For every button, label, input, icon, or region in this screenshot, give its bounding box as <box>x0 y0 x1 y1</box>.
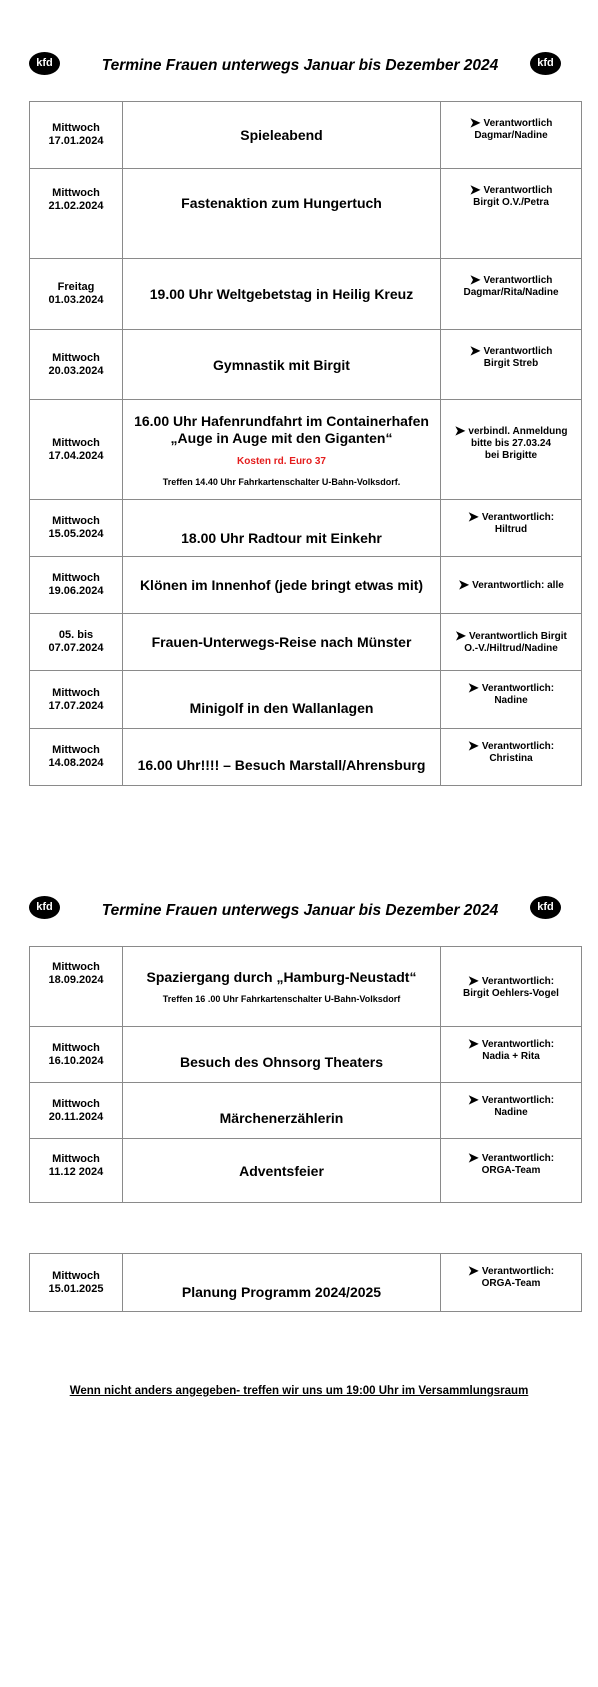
event-cell: Klönen im Innenhof (jede bringt etwas mit) <box>123 557 441 614</box>
arrow-icon: ➤ <box>467 680 479 695</box>
responsible-cell: ➤ Verantwortlich: ORGA-Team <box>441 1139 582 1203</box>
date-cell: Mittwoch 14.08.2024 <box>30 729 123 786</box>
date-cell: Mittwoch 21.02.2024 <box>30 169 123 259</box>
responsible-cell: ➤ Verantwortlich Dagmar/Nadine <box>441 102 582 169</box>
event-subtitle: „Auge in Auge mit den Giganten“ <box>170 429 393 446</box>
event-cell <box>123 400 441 500</box>
footer-note: Wenn nicht anders angegeben- treffen wir uns um 19:00 Uhr im Versammlungsraum <box>69 1385 529 1397</box>
arrow-icon: ➤ <box>458 577 470 592</box>
table-row <box>30 729 582 786</box>
event-cell: Planung Programm 2024/2025 <box>123 1254 441 1312</box>
date-cell: Mittwoch 17.04.2024 <box>30 400 123 500</box>
arrow-icon: ➤ <box>467 509 479 524</box>
date-cell: Mittwoch 15.01.2025 <box>30 1254 123 1312</box>
event-cell: Spieleabend <box>123 102 441 169</box>
arrow-icon: ➤ <box>467 738 479 753</box>
arrow-icon: ➤ <box>467 1036 479 1051</box>
event-title: 16.00 Uhr Hafenrundfahrt im Containerhafen <box>134 412 429 429</box>
table-row <box>30 1083 582 1139</box>
kfd-logo: kfd <box>530 896 561 919</box>
kfd-logo: kfd <box>530 52 561 75</box>
table-row <box>30 671 582 729</box>
responsible-cell: ➤ Verantwortlich Birgit O.V./Petra <box>441 169 582 259</box>
responsible-cell: ➤ Verantwortlich Birgit Streb <box>441 330 582 400</box>
arrow-icon: ➤ <box>469 272 481 287</box>
responsible-cell: ➤ Verantwortlich: Nadia + Rita <box>441 1027 582 1083</box>
event-cell <box>123 947 441 1027</box>
arrow-icon: ➤ <box>467 1092 479 1107</box>
event-cell: Frauen-Unterwegs-Reise nach Münster <box>123 614 441 671</box>
event-cell: Fastenaktion zum Hungertuch <box>123 169 441 259</box>
responsible-cell: ➤ Verantwortlich: Birgit Oehlers-Vogel <box>441 947 582 1027</box>
date-cell: Mittwoch 15.05.2024 <box>30 500 123 557</box>
arrow-icon: ➤ <box>469 343 481 358</box>
event-cell: Gymnastik mit Birgit <box>123 330 441 400</box>
date-cell: Mittwoch 20.03.2024 <box>30 330 123 400</box>
date-cell: Mittwoch 18.09.2024 <box>30 947 123 1027</box>
date-cell: Mittwoch 20.11.2024 <box>30 1083 123 1139</box>
date-cell: 05. bis 07.07.2024 <box>30 614 123 671</box>
event-cell: Besuch des Ohnsorg Theaters <box>123 1027 441 1083</box>
responsible-cell: ➤ Verantwortlich: Hiltrud <box>441 500 582 557</box>
date-cell: Mittwoch 16.10.2024 <box>30 1027 123 1083</box>
event-cell: Adventsfeier <box>123 1139 441 1203</box>
arrow-icon: ➤ <box>454 423 466 438</box>
arrow-icon: ➤ <box>469 115 481 130</box>
meeting-note: Treffen 14.40 Uhr Fahrkartenschalter U-Bahn-Volksdorf. <box>162 476 401 487</box>
date-cell: Mittwoch 17.01.2024 <box>30 102 123 169</box>
event-cell: 19.00 Uhr Weltgebetstag in Heilig Kreuz <box>123 259 441 330</box>
arrow-icon: ➤ <box>467 1263 479 1278</box>
arrow-icon: ➤ <box>469 182 481 197</box>
table-row <box>30 1254 582 1312</box>
date-cell: Mittwoch 17.07.2024 <box>30 671 123 729</box>
table-row <box>30 169 582 259</box>
responsible-cell: ➤ Verantwortlich: Nadine <box>441 671 582 729</box>
responsible-cell: ➤ Verantwortlich: alle <box>441 557 582 614</box>
date-cell: Mittwoch 11.12 2024 <box>30 1139 123 1203</box>
table-row <box>30 330 582 400</box>
event-cell: Märchenerzählerin <box>123 1083 441 1139</box>
responsible-cell: ➤ Verantwortlich: Nadine <box>441 1083 582 1139</box>
date-cell: Mittwoch 19.06.2024 <box>30 557 123 614</box>
cost-note: Kosten rd. Euro 37 <box>237 455 326 467</box>
arrow-icon: ➤ <box>467 1150 479 1165</box>
table-row <box>30 500 582 557</box>
table-row <box>30 614 582 671</box>
responsible-cell: ➤ Verantwortlich: ORGA-Team <box>441 1254 582 1312</box>
page-title: Termine Frauen unterwegs Januar bis Dezember 2024 <box>101 57 499 74</box>
arrow-icon: ➤ <box>455 628 467 643</box>
event-cell: 18.00 Uhr Radtour mit Einkehr <box>123 500 441 557</box>
table-row <box>30 1027 582 1083</box>
table-row <box>30 400 582 500</box>
kfd-logo: kfd <box>29 896 60 919</box>
date-cell: Freitag 01.03.2024 <box>30 259 123 330</box>
table-row <box>30 102 582 169</box>
meeting-note: Treffen 16 .00 Uhr Fahrkartenschalter U-Bahn-Volksdorf <box>162 994 401 1004</box>
table-row <box>30 1139 582 1203</box>
responsible-cell: ➤ Verantwortlich: Christina <box>441 729 582 786</box>
responsible-cell: ➤ Verantwortlich Dagmar/Rita/Nadine <box>441 259 582 330</box>
responsible-cell: ➤ verbindl. Anmeldung bitte bis 27.03.24 bei Brigitte <box>441 400 582 500</box>
schedule-table-3 <box>29 1253 582 1312</box>
table-row <box>30 259 582 330</box>
page-title: Termine Frauen unterwegs Januar bis Dezember 2024 <box>101 902 499 919</box>
event-cell: Minigolf in den Wallanlagen <box>123 671 441 729</box>
table-row <box>30 557 582 614</box>
event-cell: 16.00 Uhr!!!! – Besuch Marstall/Ahrensburg <box>123 729 441 786</box>
responsible-cell: ➤ Verantwortlich Birgit O.-V./Hiltrud/Nadine <box>441 614 582 671</box>
kfd-logo: kfd <box>29 52 60 75</box>
table-row <box>30 947 582 1027</box>
event-title: Spaziergang durch „Hamburg-Neustadt“ <box>146 969 417 985</box>
arrow-icon: ➤ <box>467 972 479 988</box>
schedule-table-1 <box>29 101 582 786</box>
schedule-table-2 <box>29 946 582 1203</box>
